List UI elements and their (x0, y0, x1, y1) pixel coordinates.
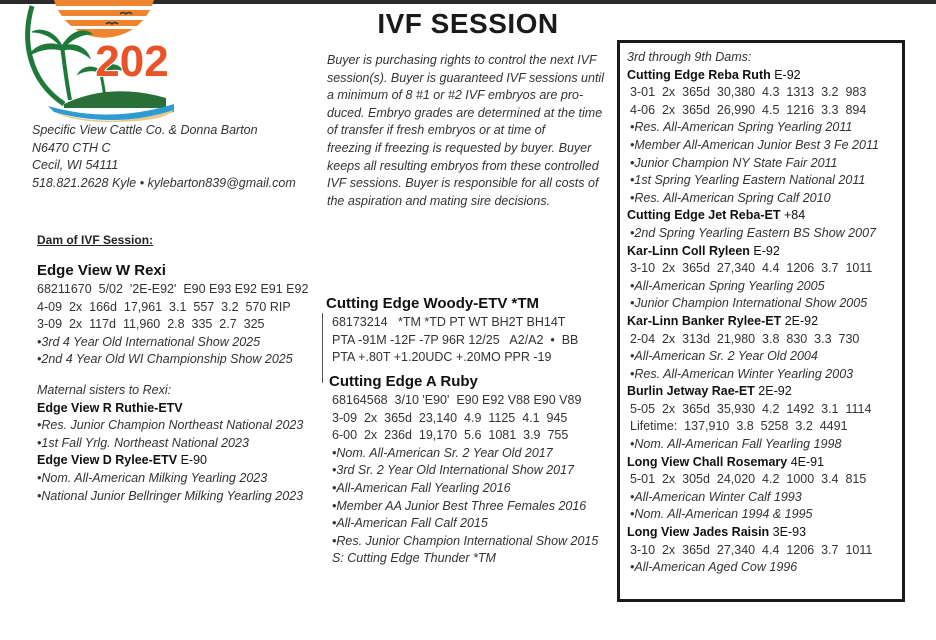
ancestor-score: +84 (780, 208, 806, 223)
sire-line: 68173214 *TM *TD PT WT BH2T BH14T (332, 315, 566, 329)
ancestor-score: 2E-92 (781, 313, 819, 328)
contact-info (32, 122, 296, 192)
terms-line: keeps all resulting embryos from these controlled (327, 158, 599, 173)
sire-name: Cutting Edge Woody-ETV *TM (326, 295, 540, 312)
ancestor-record: 3-10 2x 365d 27,340 4.4 1206 3.7 1011 (630, 542, 873, 557)
terms-text (327, 52, 611, 210)
sister-honor: •Res. Junior Champion Northeast National 2023 (37, 418, 304, 433)
ancestor-name-text: Long View Chall Rosemary (627, 454, 788, 469)
contact-line: Cecil, WI 54111 (32, 158, 119, 172)
ancestor-score: E-92 (749, 243, 780, 258)
logo-number: 202 (95, 37, 169, 86)
sister-score: E-90 (177, 453, 207, 468)
terms-line: the aspiration and mating sire decisions. (327, 193, 551, 208)
ancestor-name (627, 313, 902, 331)
ancestor-honor: •All-American Spring Yearling 2005 (630, 278, 825, 293)
sister-name-text: Edge View R Ruthie-ETV (37, 400, 183, 415)
ancestor-record: 2-04 2x 313d 21,980 3.8 830 3.3 730 (630, 331, 860, 346)
dam-block (37, 261, 308, 369)
second-dam-honor: •3rd Sr. 2 Year Old International Show 2017 (332, 463, 575, 478)
second-dam-honor: •Res. Junior Champion International Show 2015 (332, 533, 599, 548)
ancestor-honor: •All-American Sr. 2 Year Old 2004 (630, 349, 818, 364)
second-dam-honor: •Nom. All-American Sr. 2 Year Old 2017 (332, 445, 553, 460)
terms-line: IVF sessions. Buyer is responsible for all costs of (327, 176, 599, 191)
ancestor-record: 3-10 2x 365d 27,340 4.4 1206 3.7 1011 (630, 261, 873, 276)
sire-block (326, 294, 578, 367)
ancestor-name-text: Burlin Jetway Rae-ET (627, 384, 755, 399)
ancestor-honor: •1st Spring Yearling Eastern National 2011 (630, 173, 866, 188)
sister-name (37, 452, 303, 470)
ancestor-honor: •Junior Champion International Show 2005 (630, 296, 868, 311)
logo-hills (64, 91, 166, 108)
box-heading: 3rd through 9th Dams: (627, 50, 752, 64)
ancestor-score: 4E-91 (787, 454, 825, 469)
ancestor-honor: •Res. All-American Spring Calf 2010 (630, 190, 831, 205)
second-dam-honor: •All-American Fall Yearling 2016 (332, 480, 511, 495)
ancestor-name (627, 207, 902, 225)
ancestor-honor: •Res. All-American Winter Yearling 2003 (630, 366, 854, 381)
ancestry-box (617, 40, 905, 602)
second-dam-sire: S: Cutting Edge Thunder *TM (332, 551, 496, 566)
sire-line: PTA +.80T +1.20UDC +.20MO PPR -19 (332, 350, 552, 365)
ancestor-name (627, 454, 902, 472)
ancestor-honor: •All-American Aged Cow 1996 (630, 560, 798, 575)
terms-line: a minimum of 8 #1 or #2 IVF embryos are pro- (327, 88, 584, 103)
terms-line: freezing if freezing is requested by buyer. Buyer (327, 140, 592, 155)
ancestor-name (627, 243, 902, 261)
ancestor-name-text: Kar-Linn Banker Rylee-ET (627, 313, 782, 328)
ancestor-name (627, 524, 902, 542)
terms-line: of transfer if fresh embryos or at time of (327, 123, 546, 138)
ancestor-honor: •Junior Champion NY State Fair 2011 (630, 155, 838, 170)
ancestor-honor: •All-American Winter Calf 1993 (630, 489, 802, 504)
ancestor-name (627, 383, 902, 401)
dam-record-line: 4-09 2x 166d 17,961 3.1 557 3.2 570 RIP (37, 299, 291, 314)
dam-honor: •3rd 4 Year Old International Show 2025 (37, 334, 261, 349)
ancestor-honor: •Nom. All-American 1994 & 1995 (630, 507, 813, 522)
sister-name-text: Edge View D Rylee-ETV (37, 453, 178, 468)
terms-line: Buyer is purchasing rights to control the next IVF (327, 53, 597, 67)
ancestor-score: 3E-93 (769, 525, 807, 540)
dam-record-line: 3-09 2x 117d 11,960 2.8 335 2.7 325 (37, 317, 265, 332)
dam-honor: •2nd 4 Year Old WI Championship Show 2025 (37, 352, 293, 367)
terms-line: duced. Embryo grades are determined at the time (327, 105, 603, 120)
sisters-heading: Maternal sisters to Rexi: (37, 383, 172, 397)
ancestor-lifetime: Lifetime: 137,910 3.8 5258 3.2 4491 (630, 419, 848, 434)
dam-section-label: Dam of IVF Session: (37, 233, 154, 247)
sister-honor: •National Junior Bellringer Milking Yearling 2023 (37, 488, 304, 503)
maternal-sisters (37, 382, 303, 505)
terms-line: session(s). Buyer is guaranteed IVF sessions until (327, 70, 604, 85)
ancestor-score: E-92 (770, 67, 801, 82)
contact-line: N6470 CTH C (32, 140, 111, 155)
second-dam-block (329, 372, 599, 568)
sister-name (37, 400, 303, 418)
second-dam-name: Cutting Edge A Ruby (329, 373, 478, 390)
ancestor-record: 4-06 2x 365d 26,990 4.5 1216 3.3 894 (630, 102, 867, 117)
ancestor-name-text: Cutting Edge Reba Ruth (627, 67, 771, 82)
ancestor-score: 2E-92 (754, 384, 792, 399)
sire-divider (322, 313, 323, 383)
page-title: IVF SESSION (377, 8, 559, 39)
ancestor-honor: •Member All-American Junior Best 3 Fe 2011 (630, 137, 879, 152)
ancestor-record: 3-01 2x 365d 30,380 4.3 1313 3.2 983 (630, 85, 867, 100)
ancestor-record: 5-01 2x 305d 24,020 4.2 1000 3.4 815 (630, 472, 867, 487)
ancestor-name-text: Kar-Linn Coll Ryleen (627, 243, 750, 258)
second-dam-honor: •All-American Fall Calf 2015 (332, 516, 488, 531)
sire-line: PTA -91M -12F -7P 96R 12/25 A2/A2 • BB (332, 332, 579, 347)
ancestor-honor: •Nom. All-American Fall Yearling 1998 (630, 437, 842, 452)
second-dam-line: 68164568 3/10 'E90' E90 E92 V88 E90 V89 (332, 393, 582, 407)
second-dam-line: 6-00 2x 236d 19,170 5.6 1081 3.9 755 (332, 428, 569, 443)
contact-line: Specific View Cattle Co. & Donna Barton (32, 123, 258, 137)
ancestor-name-text: Cutting Edge Jet Reba-ET (627, 208, 781, 223)
ancestor-name-text: Long View Jades Raisin (627, 525, 770, 540)
sister-honor: •1st Fall Yrlg. Northeast National 2023 (37, 435, 249, 450)
dam-name: Edge View W Rexi (37, 262, 166, 279)
ancestor-name (627, 67, 902, 85)
sister-honor: •Nom. All-American Milking Yearling 2023 (37, 470, 268, 485)
contact-line: 518.821.2628 Kyle • kylebarton839@gmail.com (32, 175, 296, 190)
ancestor-honor: •2nd Spring Yearling Eastern BS Show 2007 (630, 225, 876, 240)
ancestor-honor: •Res. All-American Spring Yearling 2011 (630, 120, 853, 135)
second-dam-honor: •Member AA Junior Best Three Females 2016 (332, 498, 587, 513)
ancestor-record: 5-05 2x 365d 35,930 4.2 1492 3.1 1114 (630, 401, 872, 416)
dam-record-line: 68211670 5/02 '2E-E92' E90 E93 E92 E91 E92 (37, 282, 309, 296)
second-dam-line: 3-09 2x 365d 23,140 4.9 1125 4.1 945 (332, 410, 568, 425)
